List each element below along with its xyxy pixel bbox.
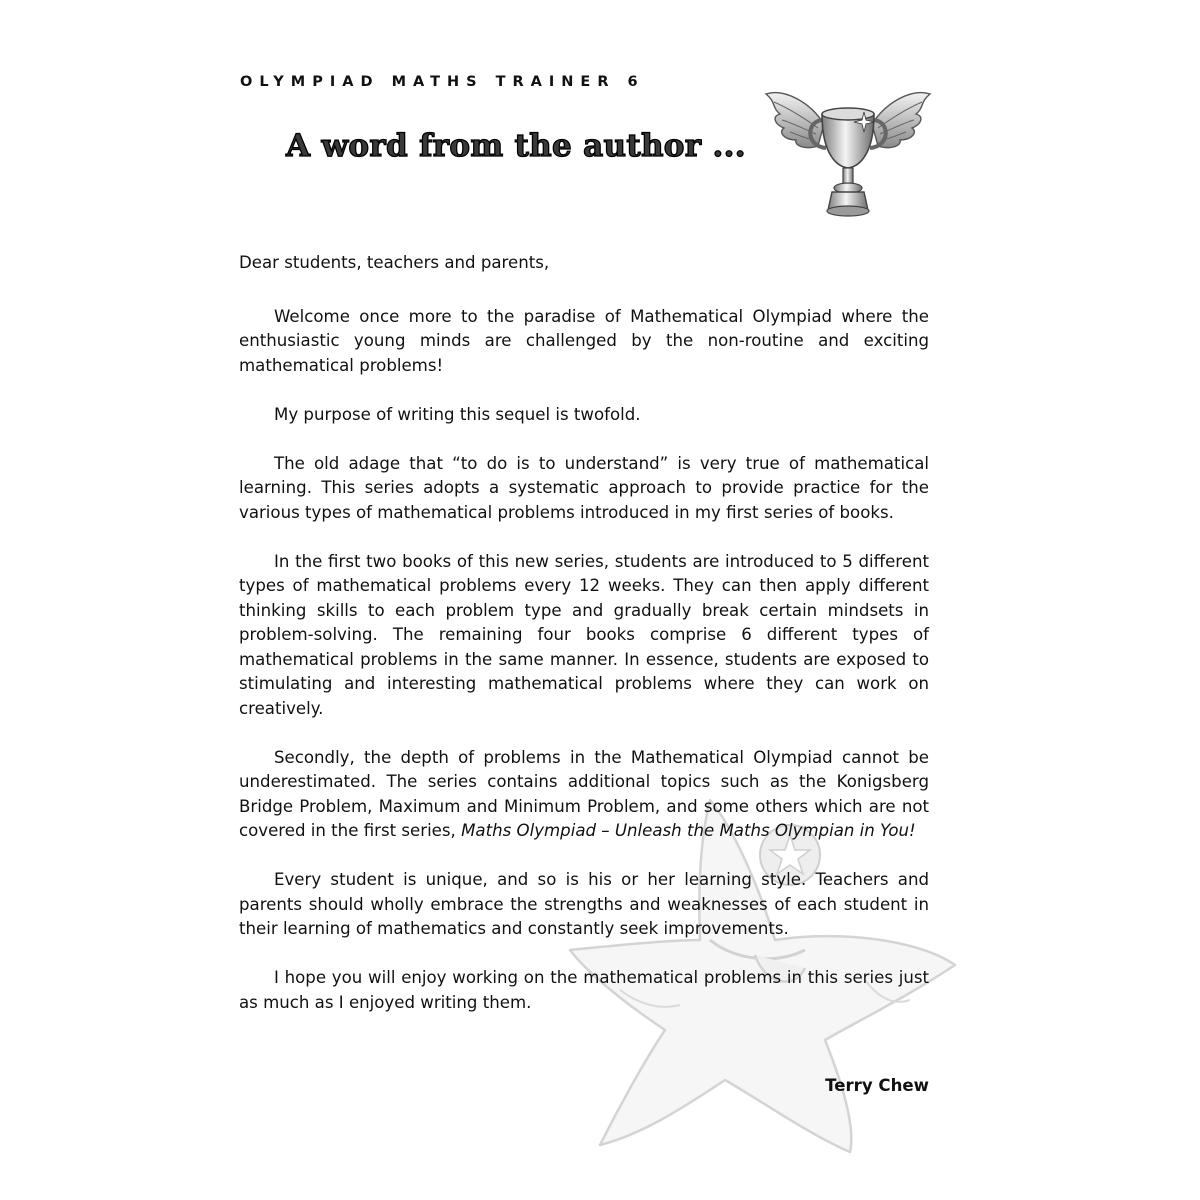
letter-paragraph-6: Every student is unique, and so is his or her learning style. Teachers and parents should wholly embrace the strengths and weaknesses of each student in their learning of mathematics and constantly seek improvements. [239, 870, 929, 938]
letter-paragraph-5-text: Secondly, the depth of problems in the Mathematical Olympiad cannot be underestimated. The series contains additional topics such as the Konigsberg Bridge Problem, Maximum and Minimum Problem, and some others which are not covered in the first series, [239, 747, 929, 840]
book-series-title: OLYMPIAD MATHS TRAINER 6 [240, 74, 645, 90]
letter-paragraph-1: Welcome once more to the paradise of Mathematical Olympiad where the enthusiastic young minds are challenged by the non-routine and exciting mathematical problems! [239, 306, 929, 375]
letter-greeting: Dear students, teachers and parents, [239, 253, 550, 272]
first-series-title: Maths Olympiad – Unleash the Maths Olympian in You! [461, 821, 916, 840]
author-letter [239, 251, 929, 1040]
letter-paragraph-3: The old adage that “to do is to understand” is very true of mathematical learning. This series adopts a systematic approach to provide practice for the various types of mathematical problems introduced in my first series of books. [239, 453, 929, 522]
letter-paragraph-7: I hope you will enjoy working on the mathematical problems in this series just as much as I enjoyed writing them. [239, 968, 929, 1012]
letter-paragraph-5 [239, 746, 929, 844]
page-heading: A word from the author ... [286, 128, 746, 164]
author-signature: Terry Chew [825, 1076, 929, 1095]
letter-paragraph-2: My purpose of writing this sequel is twofold. [274, 404, 641, 424]
letter-paragraph-4: In the first two books of this new series, students are introduced to 5 different types of mathematical problems every 12 weeks. They can then apply different thinking skills to each problem type and gradually break certain mindsets in problem-solving. The remaining four books comprise 6 different types of mathematical problems in the same manner. In essence, students are exposed to stimulating and interesting mathematical problems where they can work on creatively. [239, 551, 929, 718]
winged-trophy-icon [762, 84, 934, 224]
